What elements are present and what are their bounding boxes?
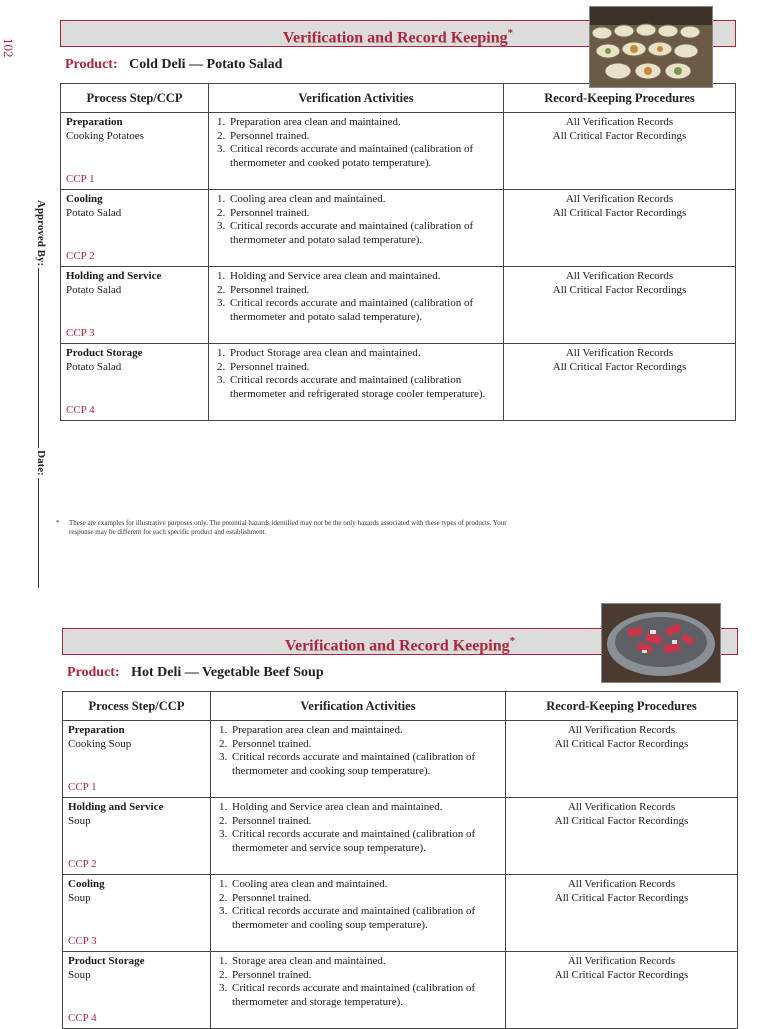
- step-name: Preparation: [68, 724, 125, 736]
- ccp-label: CCP 4: [66, 403, 95, 416]
- activities-list: [214, 193, 498, 247]
- ccp-label: CCP 1: [68, 780, 97, 793]
- beef-soup-photo: [601, 603, 721, 683]
- table-row: [61, 190, 736, 267]
- record-item: All Critical Factor Recordings: [552, 206, 687, 219]
- verification-activities-cell: [209, 267, 504, 344]
- activities-list: [216, 724, 500, 778]
- verification-activities-cell: [211, 875, 506, 952]
- table-row: [63, 798, 738, 875]
- activity-item: 3. Critical records accurate and maintained (calibration of thermometer and cooking soup temperature).: [230, 751, 500, 778]
- footnote-marker: *: [56, 519, 60, 527]
- verification-table: [62, 691, 738, 1029]
- table-row: [61, 344, 736, 421]
- process-step-cell: [61, 113, 209, 190]
- footnote: [56, 519, 526, 537]
- date-label: Date:: [35, 450, 47, 476]
- record-item: All Verification Records: [567, 878, 676, 890]
- activity-item: 2. Personnel trained.: [230, 815, 500, 829]
- record-item: All Verification Records: [565, 270, 674, 282]
- verification-activities-cell: [209, 190, 504, 267]
- activities-list: [216, 878, 500, 932]
- record-item: All Critical Factor Recordings: [554, 814, 689, 827]
- record-item: All Verification Records: [567, 955, 676, 967]
- ccp-label: CCP 2: [66, 249, 95, 262]
- activity-item: 3. Critical records accurate and maintained (calibration of thermometer and potato salad temperature).: [228, 220, 498, 247]
- verification-activities-cell: [209, 113, 504, 190]
- record-item: All Verification Records: [565, 347, 674, 359]
- step-name: Cooling: [66, 193, 103, 205]
- process-step-cell: [63, 875, 211, 952]
- process-step-cell: [61, 190, 209, 267]
- verification-activities-cell: [211, 798, 506, 875]
- table-row: [61, 267, 736, 344]
- product-label: Product:: [67, 665, 120, 680]
- activity-item: 3. Critical records accurate and maintained (calibration of thermometer and cooling soup temperature).: [230, 905, 500, 932]
- activities-list: [216, 801, 500, 855]
- table-row: [63, 875, 738, 952]
- ccp-label: CCP 3: [66, 326, 95, 339]
- title-asterisk: *: [509, 635, 516, 647]
- activity-item: 2. Personnel trained.: [228, 361, 498, 375]
- record-item: All Critical Factor Recordings: [554, 968, 689, 981]
- activity-item: 2. Personnel trained.: [230, 892, 500, 906]
- approval-signature-line: [35, 200, 47, 590]
- record-item: All Critical Factor Recordings: [552, 283, 687, 296]
- process-step-cell: [63, 721, 211, 798]
- verification-section-hot-deli: [62, 628, 738, 1029]
- record-item: All Critical Factor Recordings: [554, 891, 689, 904]
- process-step-cell: [63, 952, 211, 1029]
- activities-list: [214, 116, 498, 170]
- record-keeping-cell: [504, 190, 736, 267]
- product-label: Product:: [65, 57, 118, 72]
- verification-table: [60, 83, 736, 421]
- page-number: 102: [1, 38, 16, 58]
- footnote-text: These are examples for illustrative purposes only. The potential hazards identified may not be the only hazards associated with these types of products. Your response may be different for each specific product and establishment.: [69, 519, 507, 536]
- record-item: All Critical Factor Recordings: [552, 129, 687, 142]
- table-row: [63, 721, 738, 798]
- step-product: Potato Salad: [66, 283, 122, 296]
- verification-activities-cell: [211, 952, 506, 1029]
- step-product: Potato Salad: [66, 360, 122, 373]
- ccp-label: CCP 2: [68, 857, 97, 870]
- date-line: [38, 478, 39, 588]
- step-product: Potato Salad: [66, 206, 122, 219]
- record-keeping-cell: [506, 798, 738, 875]
- activity-item: 1. Product Storage area clean and maintained.: [228, 347, 498, 361]
- activity-item: 2. Personnel trained.: [228, 130, 498, 144]
- header-process-step: Process Step/CCP: [61, 84, 209, 113]
- activity-item: 1. Preparation area clean and maintained.: [228, 116, 498, 130]
- activity-item: 3. Critical records accurate and maintained (calibration of thermometer and cooked potato temperature).: [228, 143, 498, 170]
- table-body: [61, 113, 736, 421]
- product-name: Hot Deli — Vegetable Beef Soup: [131, 665, 324, 680]
- activity-item: 1. Holding and Service area clean and maintained.: [230, 801, 500, 815]
- title-asterisk: *: [507, 27, 514, 39]
- step-name: Holding and Service: [66, 270, 162, 282]
- ccp-label: CCP 3: [68, 934, 97, 947]
- step-product: Soup: [68, 891, 91, 904]
- activity-item: 3. Critical records accurate and maintained (calibration of thermometer and service soup temperature).: [230, 828, 500, 855]
- record-keeping-cell: [506, 952, 738, 1029]
- activities-list: [214, 347, 498, 401]
- record-keeping-cell: [504, 113, 736, 190]
- step-name: Preparation: [66, 116, 123, 128]
- activity-item: 2. Personnel trained.: [228, 284, 498, 298]
- step-name: Holding and Service: [68, 801, 164, 813]
- verification-activities-cell: [209, 344, 504, 421]
- record-keeping-cell: [506, 721, 738, 798]
- activity-item: 3. Critical records accurate and maintained (calibration of thermometer and potato salad temperature).: [228, 297, 498, 324]
- record-item: All Verification Records: [567, 724, 676, 736]
- activity-item: 1. Cooling area clean and maintained.: [228, 193, 498, 207]
- record-item: All Critical Factor Recordings: [554, 737, 689, 750]
- section-title: Verification and Record Keeping: [282, 29, 508, 47]
- step-product: Soup: [68, 814, 91, 827]
- approved-by-label: Approved By:: [35, 200, 47, 267]
- activity-item: 1. Holding and Service area clean and maintained.: [228, 270, 498, 284]
- table-row: [63, 952, 738, 1029]
- record-keeping-cell: [504, 344, 736, 421]
- process-step-cell: [61, 344, 209, 421]
- step-product: Cooking Soup: [68, 737, 132, 750]
- record-keeping-cell: [504, 267, 736, 344]
- approved-by-line: [38, 268, 39, 448]
- ccp-label: CCP 1: [66, 172, 95, 185]
- deli-salads-photo: [589, 6, 713, 88]
- record-keeping-cell: [506, 875, 738, 952]
- activity-item: 2. Personnel trained.: [230, 969, 500, 983]
- header-record-keeping: Record-Keeping Procedures: [506, 692, 738, 721]
- process-step-cell: [63, 798, 211, 875]
- activity-item: 3. Critical records accurate and maintained (calibration of thermometer and storage temperature).: [230, 982, 500, 1009]
- header-verification-activities: Verification Activities: [211, 692, 506, 721]
- record-item: All Verification Records: [565, 193, 674, 205]
- section-title: Verification and Record Keeping: [284, 637, 510, 655]
- step-name: Product Storage: [68, 955, 145, 967]
- step-name: Cooling: [68, 878, 105, 890]
- step-name: Product Storage: [66, 347, 143, 359]
- record-item: All Verification Records: [565, 116, 674, 128]
- header-process-step: Process Step/CCP: [63, 692, 211, 721]
- step-product: Cooking Potatoes: [66, 129, 144, 142]
- activity-item: 1. Preparation area clean and maintained.: [230, 724, 500, 738]
- header-record-keeping: Record-Keeping Procedures: [504, 84, 736, 113]
- step-product: Soup: [68, 968, 91, 981]
- verification-section-cold-deli: [60, 20, 736, 421]
- table-row: [61, 113, 736, 190]
- activity-item: 2. Personnel trained.: [228, 207, 498, 221]
- activity-item: 1. Storage area clean and maintained.: [230, 955, 500, 969]
- activity-item: 2. Personnel trained.: [230, 738, 500, 752]
- activity-item: 1. Cooling area clean and maintained.: [230, 878, 500, 892]
- activities-list: [216, 955, 500, 1009]
- verification-activities-cell: [211, 721, 506, 798]
- activity-item: 3. Critical records accurate and maintained (calibration thermometer and refrigerated storage cooler temperature).: [228, 374, 498, 401]
- ccp-label: CCP 4: [68, 1011, 97, 1024]
- record-item: All Verification Records: [567, 801, 676, 813]
- header-verification-activities: Verification Activities: [209, 84, 504, 113]
- process-step-cell: [61, 267, 209, 344]
- activities-list: [214, 270, 498, 324]
- product-name: Cold Deli — Potato Salad: [129, 57, 283, 72]
- table-body: [63, 721, 738, 1029]
- record-item: All Critical Factor Recordings: [552, 360, 687, 373]
